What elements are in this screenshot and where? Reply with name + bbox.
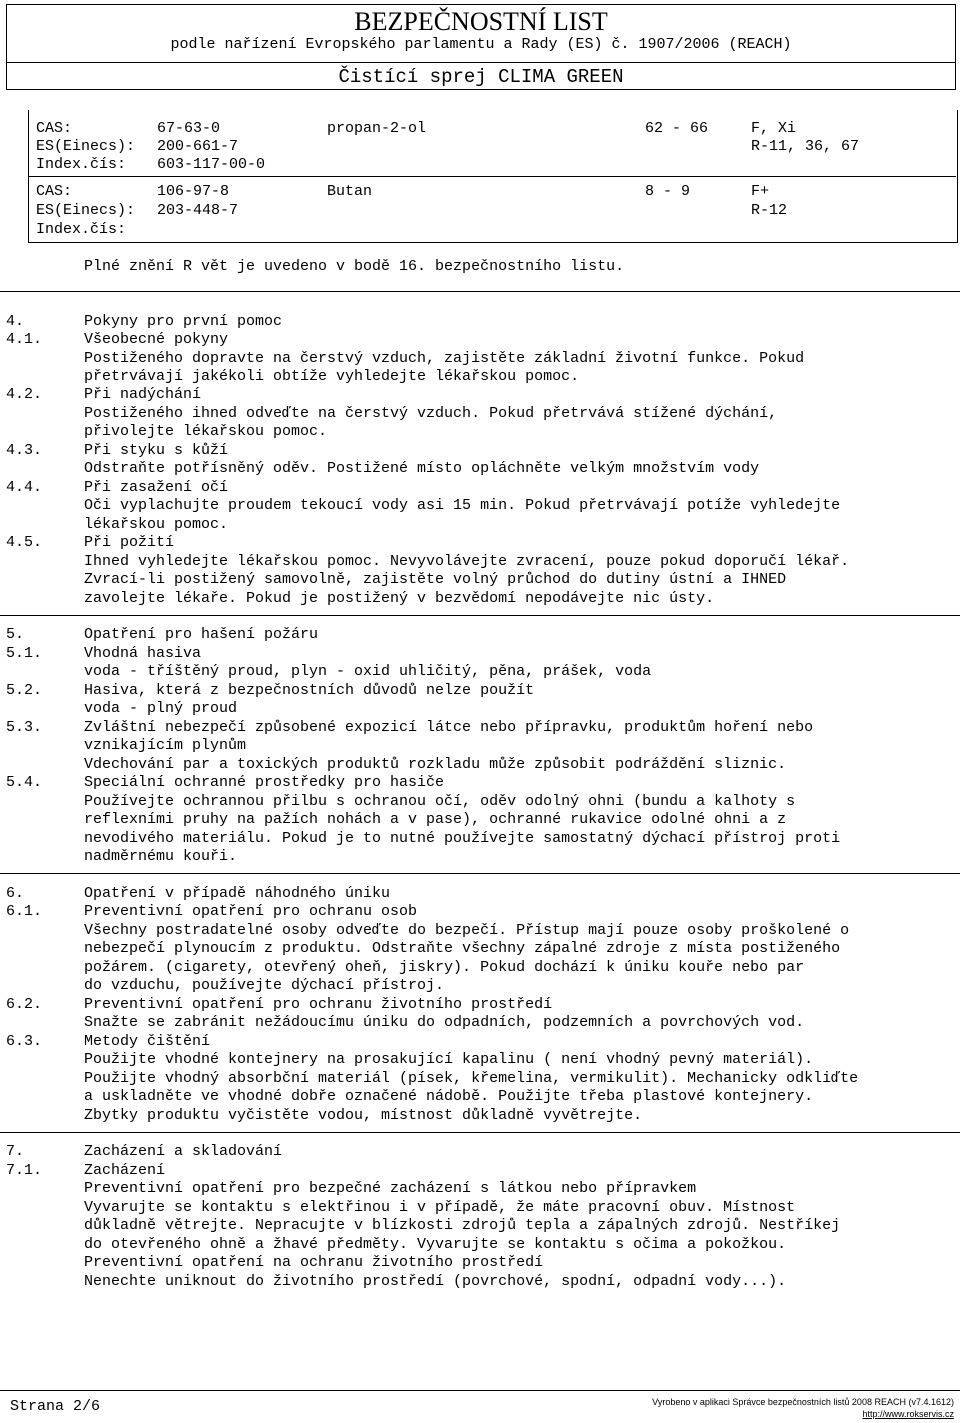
subsection-number: 4.1.: [6, 331, 43, 348]
subsection-heading: Preventivní opatření pro ochranu životního prostředí: [84, 996, 553, 1013]
subsection-number: 5.4.: [6, 774, 43, 791]
component-concentration: 62 - 66: [645, 120, 709, 137]
component-index-label: Index.čís:: [36, 156, 127, 173]
subsection-heading: vznikajícím plynům: [84, 737, 247, 754]
section-divider: [0, 873, 960, 874]
component-symbols: F, Xi: [751, 120, 797, 137]
text-line: Postiženého dopravte na čerstvý vzduch, zajistěte základní životní funkce. Pokud: [84, 350, 805, 367]
text-line: nevodivého materiálu. Pokud je to nutné používejte samostatný dýchací přístroj proti: [84, 830, 841, 847]
text-line: nadměrnému kouři.: [84, 848, 238, 865]
document-subtitle: podle nařízení Evropského parlamentu a Rady (ES) č. 1907/2006 (REACH): [170, 36, 792, 53]
section-heading: Opatření pro hašení požáru: [84, 626, 319, 643]
composition-row-divider: [28, 176, 956, 177]
subsection-heading: Preventivní opatření pro ochranu osob: [84, 903, 418, 920]
component-r-phrases: R-11, 36, 67: [751, 138, 860, 155]
subsection-heading: Vhodná hasiva: [84, 645, 202, 662]
component-einecs-label: ES(Einecs):: [36, 202, 136, 219]
component-concentration: 8 - 9: [645, 183, 691, 200]
page-number: Strana 2/6: [10, 1398, 101, 1415]
subsection-heading: Při nadýchání: [84, 386, 202, 403]
text-line: do otevřeného ohně a žhavé předměty. Vyvarujte se kontaktu s očima a pokožkou.: [84, 1236, 787, 1253]
generator-note: Vyrobeno v aplikaci Správce bezpečnostních listů 2008 REACH (v7.4.1612): [652, 1397, 954, 1407]
text-line: Všechny postradatelné osoby odveďte do bezpečí. Přístup mají pouze osoby proškolené o: [84, 922, 850, 939]
subsection-number: 6.3.: [6, 1033, 43, 1050]
text-line: Oči vyplachujte proudem tekoucí vody asi 15 min. Pokud přetrvávají potíže vyhledejte: [84, 497, 841, 514]
text-line: Ihned vyhledejte lékařskou pomoc. Nevyvolávejte zvracení, pouze pokud doporučí lékař.: [84, 553, 850, 570]
component-einecs: 203-448-7: [157, 202, 239, 219]
document-title: BEZPEČNOSTNÍ LIST: [354, 7, 608, 36]
section-heading: Pokyny pro první pomoc: [84, 313, 283, 330]
subsection-number: 5.3.: [6, 719, 43, 736]
document-header: [6, 4, 956, 90]
subsection-number: 6.2.: [6, 996, 43, 1013]
text-line: zavolejte lékaře. Pokud je postižený v bezvědomí nepodávejte nic ústy.: [84, 590, 715, 607]
text-line: reflexními pruhy na pažích nohách a v pase), ochranné rukavice odolné ohni a z: [84, 811, 787, 828]
subsection-number: 4.4.: [6, 479, 43, 496]
product-name: Čistící sprej CLIMA GREEN: [7, 62, 955, 88]
text-line: důkladně větrejte. Nepracujte v blízkosti zdrojů tepla a zápalných zdrojů. Nestříkej: [84, 1217, 841, 1234]
text-line: Použijte vhodný absorbční materiál (písek, křemelina, vermikulit). Mechanicky odkliďte: [84, 1070, 859, 1087]
component-einecs: 200-661-7: [157, 138, 239, 155]
text-line: Vdechování par a toxických produktů rozkladu může způsobit podráždění sliznic.: [84, 756, 787, 773]
section-divider: [0, 1132, 960, 1133]
subsection-heading: Všeobecné pokyny: [84, 331, 229, 348]
text-line: přivolejte lékařskou pomoc.: [84, 423, 328, 440]
subsection-heading: Při styku s kůží: [84, 442, 229, 459]
component-name: Butan: [327, 183, 373, 200]
subsection-heading: Při požití: [84, 534, 175, 551]
subsection-heading: Metody čištění: [84, 1033, 211, 1050]
text-line: do vzduchu, používejte dýchací přístroj.: [84, 977, 445, 994]
text-line: Použijte vhodné kontejnery na prosakující kapalinu ( není vhodný pevný materiál).: [84, 1051, 814, 1068]
subsection-heading: Speciální ochranné prostředky pro hasiče: [84, 774, 445, 791]
subsection-number: 6.1.: [6, 903, 43, 920]
section-heading: Zacházení a skladování: [84, 1143, 283, 1160]
subsection-number: 4.2.: [6, 386, 43, 403]
subsection-heading: Preventivní opatření pro bezpečné zacházení s látkou nebo přípravkem: [84, 1180, 697, 1197]
component-einecs-label: ES(Einecs):: [36, 138, 136, 155]
section-heading: Opatření v případě náhodného úniku: [84, 885, 391, 902]
component-name: propan-2-ol: [327, 120, 427, 137]
text-line: Postiženého ihned odveďte na čerstvý vzduch. Pokud přetrvává stížené dýchání,: [84, 405, 778, 422]
subsection-heading: Hasiva, která z bezpečnostních důvodů nelze použít: [84, 682, 535, 699]
subsection-number: 5.1.: [6, 645, 43, 662]
section-number: 5.: [6, 626, 25, 643]
text-line: voda - plný proud: [84, 700, 238, 717]
text-line: Zvrací-li postižený samovolně, zajistěte volný průchod do dutiny ústní a IHNED: [84, 571, 787, 588]
text-line: Odstraňte potřísněný oděv. Postižené místo opláchněte velkým množstvím vody: [84, 460, 760, 477]
component-cas: 106-97-8: [157, 183, 230, 200]
component-index: 603-117-00-0: [157, 156, 266, 173]
full-text-note: Plné znění R vět je uvedeno v bodě 16. bezpečnostního listu.: [84, 258, 625, 275]
section-divider: [0, 615, 960, 616]
text-line: nebezpečí plynoucím z produktu. Odstraňte všechny zápalné zdroje z místa postiženého: [84, 940, 841, 957]
component-index-label: Index.čís:: [36, 221, 127, 238]
text-line: Nenechte uniknout do životního prostředí (povrchové, spodní, odpadní vody...).: [84, 1273, 787, 1290]
section-number: 6.: [6, 885, 25, 902]
component-cas: 67-63-0: [157, 120, 221, 137]
text-line: Zbytky produktu vyčistěte vodou, místnost důkladně vyvětrejte.: [84, 1107, 643, 1124]
subsection-number: 4.5.: [6, 534, 43, 551]
text-line: Snažte se zabránit nežádoucímu úniku do odpadních, podzemních a povrchových vod.: [84, 1014, 805, 1031]
section-divider: [0, 291, 960, 292]
text-line: požárem. (cigarety, otevřený oheň, jiskry). Pokud dochází k úniku kouře nebo par: [84, 959, 805, 976]
text-line: Používejte ochrannou přilbu s ochranou očí, oděv odolný ohni (bundu a kalhoty s: [84, 793, 796, 810]
text-line: voda - tříštěný proud, plyn - oxid uhličitý, pěna, prášek, voda: [84, 663, 652, 680]
subsection-heading: Při zasažení očí: [84, 479, 229, 496]
text-line: přetrvávají jakékoli obtíže vyhledejte lékařskou pomoc.: [84, 368, 580, 385]
subsection-number: 7.1.: [6, 1162, 43, 1179]
footer-divider: [0, 1390, 960, 1391]
footer-link[interactable]: http://www.rokservis.cz: [862, 1409, 954, 1419]
section-number: 7.: [6, 1143, 25, 1160]
component-cas-label: CAS:: [36, 183, 73, 200]
subsection-heading: Preventivní opatření na ochranu životního prostředí: [84, 1254, 544, 1271]
subsection-number: 5.2.: [6, 682, 43, 699]
text-line: a uskladněte ve vhodné dobře označené nádobě. Použijte třeba plastové kontejnery.: [84, 1088, 814, 1105]
text-line: Vyvarujte se kontaktu s elektřinou i v případě, že máte pracovní obuv. Místnost: [84, 1199, 796, 1216]
component-cas-label: CAS:: [36, 120, 73, 137]
component-r-phrases: R-12: [751, 202, 788, 219]
subsection-heading: Zacházení: [84, 1162, 166, 1179]
section-number: 4.: [6, 313, 25, 330]
subsection-heading: Zvláštní nebezpečí způsobené expozicí látce nebo přípravku, produktům hoření nebo: [84, 719, 814, 736]
footer-credits: [652, 1396, 954, 1420]
component-symbols: F+: [751, 183, 770, 200]
text-line: lékařskou pomoc.: [84, 516, 229, 533]
subsection-number: 4.3.: [6, 442, 43, 459]
